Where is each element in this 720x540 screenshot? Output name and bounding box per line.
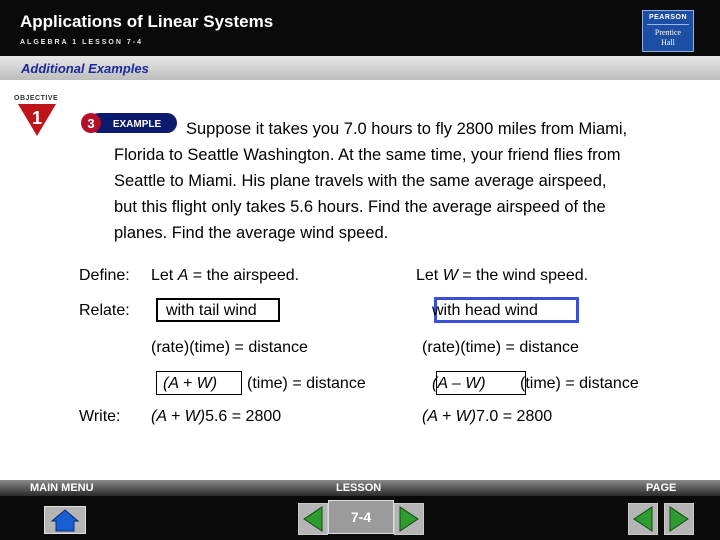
logo-line2: Hall: [661, 38, 675, 47]
lesson-number-box: [328, 500, 394, 534]
tail-wind-formula: (rate)(time) = distance: [151, 339, 308, 356]
home-button[interactable]: [44, 506, 86, 534]
head-wind-label: with head wind: [432, 302, 538, 319]
lesson-number: 7-4: [350, 509, 372, 525]
logo-divider: [647, 24, 689, 25]
rate-left: (A + W): [163, 375, 218, 392]
problem-line: Florida to Seattle Washington. At the same time, your friend flies from: [114, 146, 621, 164]
problem-statement: [114, 116, 684, 246]
lesson-title: Applications of Linear Systems: [20, 12, 274, 31]
section-title: Additional Examples: [21, 61, 149, 76]
objective-label: OBJECTIVE: [14, 95, 59, 102]
time-distance-left: (time) = distance: [247, 375, 366, 392]
example-label: EXAMPLE: [112, 119, 162, 130]
define-label: Define:: [79, 267, 130, 284]
example-number: 3: [87, 116, 95, 131]
page-next-button[interactable]: [664, 503, 694, 535]
head-wind-formula: (rate)(time) = distance: [422, 339, 579, 356]
tail-wind-label: with tail wind: [166, 302, 257, 319]
problem-line: Seattle to Miami. His plane travels with the same average airspeed,: [114, 172, 607, 190]
write-equation-right: (A + W)7.0 = 2800: [422, 408, 553, 425]
write-equation-left: (A + W)5.6 = 2800: [151, 408, 282, 425]
pearson-logo: [642, 10, 694, 52]
lesson-prev-button[interactable]: [298, 503, 328, 535]
page-prev-button[interactable]: [628, 503, 658, 535]
problem-line: planes. Find the average wind speed.: [114, 224, 389, 242]
objective-number: 1: [31, 108, 43, 128]
problem-line: but this flight only takes 5.6 hours. Find the average airspeed of the: [114, 198, 606, 216]
section-bar: [0, 56, 720, 80]
lesson-subtitle: ALGEBRA 1 LESSON 7-4: [20, 39, 143, 46]
lesson-label: LESSON: [336, 482, 382, 494]
page-label: PAGE: [646, 482, 677, 494]
objective-number-icon: [18, 104, 56, 136]
rate-right: (A – W): [432, 375, 486, 392]
time-distance-right: (time) = distance: [520, 375, 639, 392]
home-icon: [45, 507, 85, 533]
define-windspeed: Let W = the wind speed.: [416, 267, 589, 284]
write-label: Write:: [79, 408, 121, 425]
lesson-next-button[interactable]: [394, 503, 424, 535]
header-bar: [0, 0, 720, 56]
logo-brand: PEARSON: [648, 14, 688, 21]
define-airspeed: Let A = the airspeed.: [151, 267, 300, 284]
problem-line: Suppose it takes you 7.0 hours to fly 2800 miles from Miami,: [186, 120, 628, 138]
main-menu-label: MAIN MENU: [30, 482, 94, 494]
logo-line1: Prentice: [654, 28, 682, 37]
relate-label: Relate:: [79, 302, 130, 319]
